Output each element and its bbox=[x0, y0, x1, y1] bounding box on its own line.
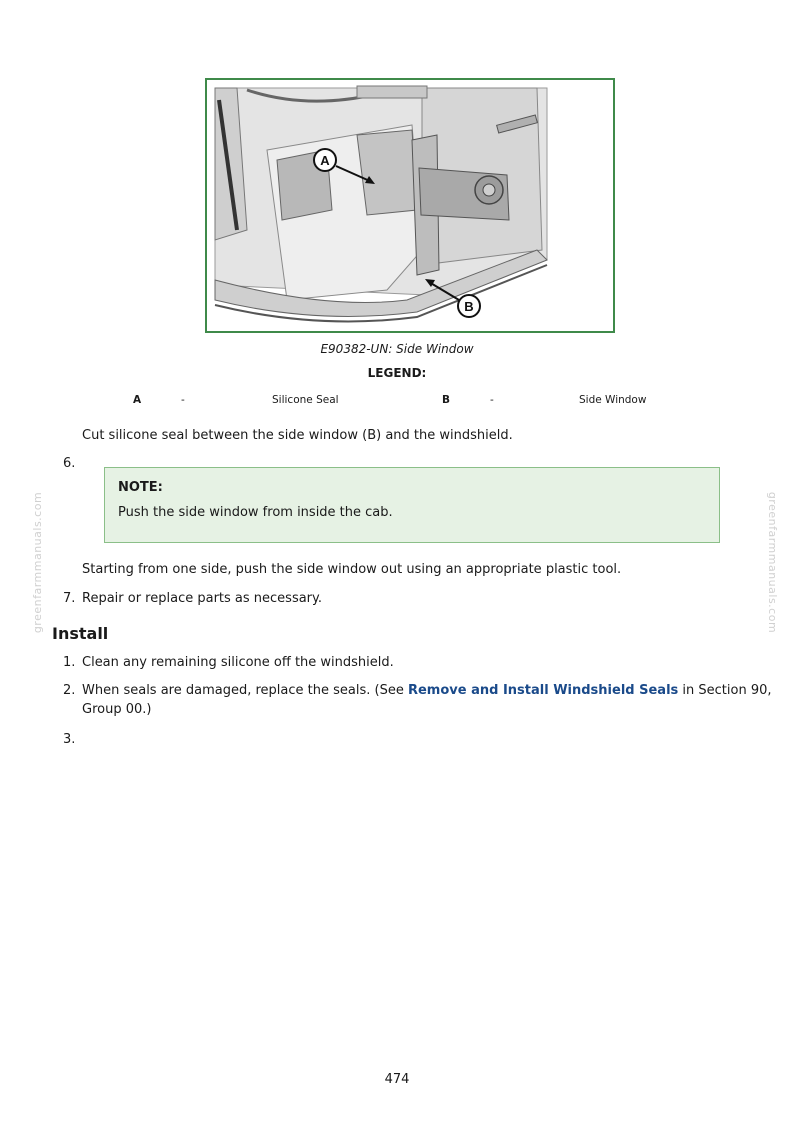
step-6-text: Starting from one side, push the side window out using an appropriate plastic tool. bbox=[82, 562, 622, 577]
note-body: Push the side window from inside the cab. bbox=[118, 505, 393, 520]
watermark-right: greenfarmmanuals.com bbox=[766, 491, 780, 634]
callout-a-label: A bbox=[320, 153, 330, 168]
install-step-2-number: 2. bbox=[63, 683, 76, 698]
legend-key-b: B bbox=[442, 394, 451, 406]
legend-dash-a: - bbox=[181, 394, 185, 406]
cab-drawing bbox=[207, 80, 613, 331]
step-7-text: Repair or replace parts as necessary. bbox=[82, 591, 322, 606]
install-step-2-text-a: When seals are damaged, replace the seals. (See bbox=[82, 683, 408, 698]
legend-title: LEGEND: bbox=[367, 366, 427, 380]
callout-b-label: B bbox=[464, 299, 474, 314]
side-window-illustration bbox=[205, 78, 615, 333]
legend-label-a: Silicone Seal bbox=[272, 394, 339, 406]
install-step-2-text-b: in Section 90, bbox=[678, 683, 772, 698]
note-title: NOTE: bbox=[118, 480, 163, 495]
legend-key-a: A bbox=[133, 394, 142, 406]
install-step-2-line-2: Group 00.) bbox=[82, 702, 152, 717]
install-step-2-line-1 bbox=[82, 681, 772, 700]
install-step-1-number: 1. bbox=[63, 655, 76, 670]
install-step-1-text: Clean any remaining silicone off the windshield. bbox=[82, 655, 394, 670]
page-number: 474 bbox=[384, 1072, 410, 1087]
windshield-seals-link[interactable]: Remove and Install Windshield Seals bbox=[407, 683, 679, 698]
legend-dash-b: - bbox=[490, 394, 494, 406]
figure-caption: E90382-UN: Side Window bbox=[320, 342, 474, 356]
legend-label-b: Side Window bbox=[579, 394, 647, 406]
watermark-left: greenfarmmanuals.com bbox=[31, 491, 45, 634]
install-step-3-number: 3. bbox=[63, 732, 76, 747]
cut-seal-instruction: Cut silicone seal between the side window (B) and the windshield. bbox=[82, 428, 513, 443]
step-6-number: 6. bbox=[63, 456, 76, 471]
step-7-number: 7. bbox=[63, 591, 76, 606]
install-heading: Install bbox=[52, 624, 109, 643]
note-box bbox=[104, 467, 720, 543]
